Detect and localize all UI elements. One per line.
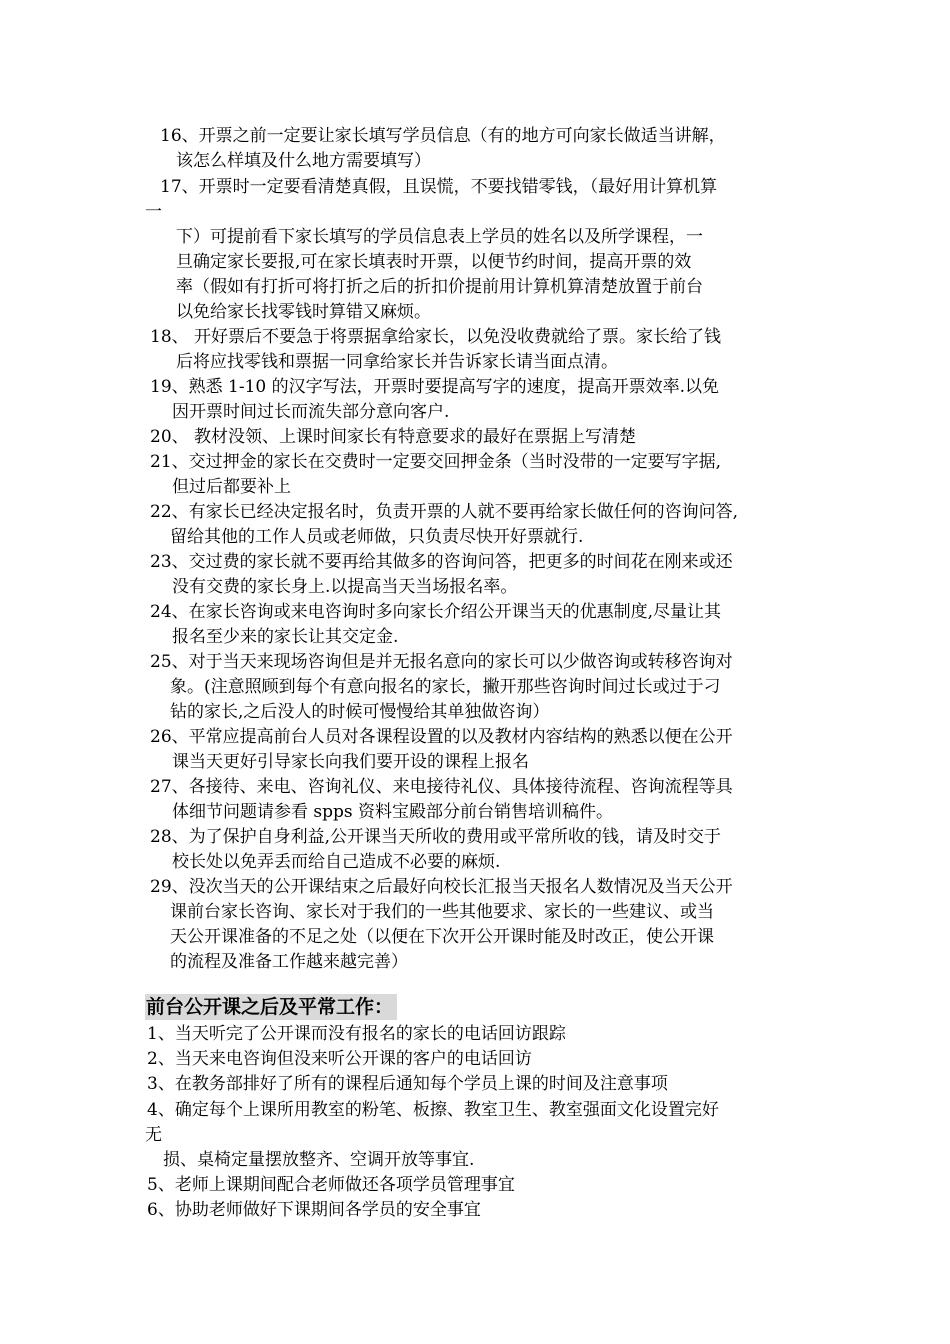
list-item-continuation: 体细节问题请参看 spps 资料宝殿部分前台销售培训稿件。	[172, 802, 614, 822]
list-item-continuation: 率（假如有打折可将打折之后的折扣价提前用计算机算清楚放置于前台	[176, 277, 703, 297]
list-item-continuation: 后将应找零钱和票据一同拿给家长并告诉家长请当面点清。	[176, 352, 618, 372]
list-item: 28、为了保护自身利益,公开课当天所收的费用或平常所收的钱，请及时交于	[150, 827, 722, 847]
list-item: 5、老师上课期间配合老师做还各项学员管理事宜	[147, 1175, 515, 1195]
list-item-continuation: 损、桌椅定量摆放整齐、空调开放等事宜.	[163, 1150, 475, 1170]
list-item-continuation: 报名至少来的家长让其交定金.	[172, 627, 399, 647]
list-item: 19、熟悉 1-10 的汉字写法，开票时要提高写字的速度，提高开票效率.以免	[150, 377, 720, 397]
list-item-continuation: 课当天更好引导家长向我们要开设的课程上报名	[172, 752, 529, 772]
list-item-continuation: 的流程及准备工作越来越完善）	[170, 952, 408, 972]
list-item-continuation: 无	[145, 1125, 162, 1145]
list-item-continuation: 因开票时间过长而流失部分意向客户.	[172, 402, 450, 422]
list-item-continuation: 没有交费的家长身上.以提高当天当场报名率。	[172, 577, 518, 597]
list-item-continuation: 天公开课准备的不足之处（以便在下次开公开课时能及时改正，使公开课	[170, 927, 714, 947]
list-item: 23、交过费的家长就不要再给其做多的咨询问答，把更多的时间花在刚来或还	[150, 552, 733, 572]
list-item-continuation: 象。(注意照顾到每个有意向报名的家长，撇开那些咨询时间过长或过于刁	[170, 677, 721, 697]
list-item-continuation: 一	[145, 202, 162, 222]
list-item: 1、当天听完了公开课而没有报名的家长的电话回访跟踪	[147, 1024, 566, 1044]
list-item: 20、 教材没领、上课时间家长有特意要求的最好在票据上写清楚	[150, 427, 637, 447]
list-item-continuation: 但过后都要补上	[172, 477, 291, 497]
list-item-continuation: 钻的家长,之后没人的时候可慢慢给其单独做咨询）	[170, 702, 550, 722]
list-item-continuation: 校长处以免弄丢而给自己造成不必要的麻烦.	[172, 852, 501, 872]
list-item: 25、对于当天来现场咨询但是并无报名意向的家长可以少做咨询或转移咨询对	[150, 652, 733, 672]
list-item: 3、在教务部排好了所有的课程后通知每个学员上课的时间及注意事项	[147, 1074, 668, 1094]
list-item: 17、开票时一定要看清楚真假，且误慌，不要找错零钱，（最好用计算机算	[160, 177, 718, 197]
list-item-continuation: 旦确定家长要报,可在家长填表时开票，以便节约时间，提高开票的效	[176, 252, 692, 272]
list-item-continuation: 留给其他的工作人员或老师做，只负责尽快开好票就行.	[170, 527, 584, 547]
list-item: 21、交过押金的家长在交费时一定要交回押金条（当时没带的一定要写字据,	[150, 452, 722, 472]
list-item: 24、在家长咨询或来电咨询时多向家长介绍公开课当天的优惠制度,尽量让其	[150, 602, 722, 622]
list-item-continuation: 下）可提前看下家长填写的学员信息表上学员的姓名以及所学课程，一	[176, 227, 703, 247]
list-item: 4、确定每个上课所用教室的粉笔、板擦、教室卫生、教室强面文化设置完好	[147, 1100, 719, 1120]
list-item-continuation: 以免给家长找零钱时算错又麻烦。	[176, 302, 431, 322]
section-heading: 前台公开课之后及平常工作：	[145, 994, 397, 1020]
list-item: 18、 开好票后不要急于将票据拿给家长，以免没收费就给了票。家长给了钱	[150, 327, 722, 347]
list-item-continuation: 该怎么样填及什么地方需要填写）	[176, 151, 431, 171]
list-item: 27、各接待、来电、咨询礼仪、来电接待礼仪、具体接待流程、咨询流程等具	[150, 777, 733, 797]
list-item: 2、当天来电咨询但没来听公开课的客户的电话回访	[147, 1049, 532, 1069]
list-item: 16、开票之前一定要让家长填写学员信息（有的地方可向家长做适当讲解，	[160, 126, 726, 146]
list-item: 22、有家长已经决定报名时，负责开票的人就不要再给家长做任何的咨询问答,	[150, 502, 739, 522]
list-item: 6、协助老师做好下课期间各学员的安全事宜	[147, 1200, 481, 1220]
list-item: 26、平常应提高前台人员对各课程设置的以及教材内容结构的熟悉以便在公开	[150, 727, 733, 747]
list-item: 29、没次当天的公开课结束之后最好向校长汇报当天报名人数情况及当天公开	[150, 877, 733, 897]
list-item-continuation: 课前台家长咨询、家长对于我们的一些其他要求、家长的一些建议、或当	[170, 902, 714, 922]
